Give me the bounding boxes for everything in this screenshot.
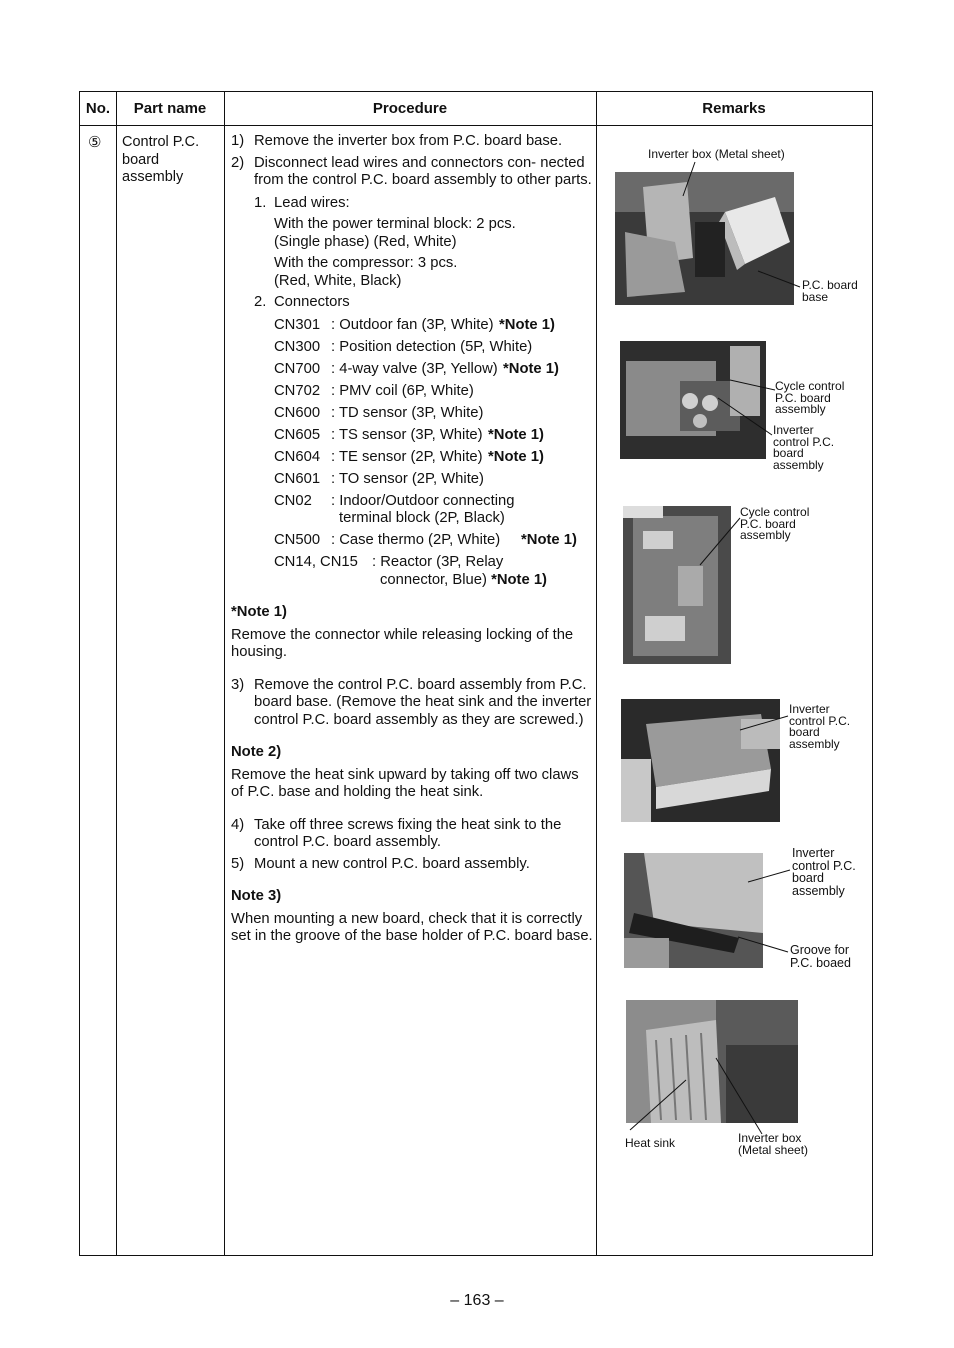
connector-desc: : Case thermo (2P, White) <box>331 532 501 548</box>
photo-inverter-box <box>615 172 794 305</box>
header-remarks: Remarks <box>702 100 766 117</box>
connector-desc: : TE sensor (2P, White) <box>331 448 483 465</box>
connector-row <box>231 339 595 357</box>
connector-code: CN700 <box>274 360 321 377</box>
connector-code: CN14, CN15 <box>274 554 358 570</box>
photo-control-boards <box>620 341 766 459</box>
connector-row <box>231 383 595 401</box>
label-cycle-control-board: Cycle control P.C. board assembly <box>740 505 810 542</box>
step-1: Remove the inverter box from P.C. board base. <box>254 133 563 149</box>
connector-note: *Note 1) <box>488 448 544 465</box>
connector-row <box>231 405 595 423</box>
photo-groove <box>624 853 763 968</box>
connector-note: *Note 1) <box>499 316 555 333</box>
step-number: 1) <box>231 133 245 149</box>
connector-code: CN02 <box>274 492 312 509</box>
substep-number: 2. <box>254 294 267 310</box>
connector-list <box>231 317 595 489</box>
step-number: 4) <box>231 816 245 833</box>
connector-desc: : Position detection (5P, White) <box>331 338 533 355</box>
lead-wires-title: Lead wires: <box>274 194 350 211</box>
connector-row <box>231 449 595 467</box>
label-inverter-control-board: Inverter control P.C. board assembly <box>773 423 835 472</box>
connector-desc-cont: terminal block (2P, Black) <box>339 510 505 526</box>
photo-inverter-control-board <box>621 699 780 822</box>
header-procedure: Procedure <box>372 100 448 117</box>
item-number: ⑤ <box>88 134 102 151</box>
connector-desc: : TS sensor (3P, White) <box>331 426 483 443</box>
column-divider <box>596 92 597 1255</box>
connector-code: CN500 <box>274 532 321 548</box>
label-groove: Groove for P.C. boaed <box>790 943 851 970</box>
note-2-title: Note 2) <box>231 744 282 760</box>
column-divider <box>116 92 117 1255</box>
connector-row <box>231 471 595 489</box>
step-3: Remove the control P.C. board assembly from P.C. board base. (Remove the heat sink and the inverter control P.C. board assembly as they are screwed.) <box>254 676 592 728</box>
label-inverter-control-board: Inverter control P.C. board assembly <box>792 846 856 898</box>
connector-note: *Note 1) <box>521 532 577 548</box>
connector-code: CN600 <box>274 404 321 421</box>
label-pc-board-base: P.C. board base <box>802 278 858 304</box>
connector-note: *Note 1) <box>488 426 544 443</box>
connector-desc: : 4-way valve (3P, Yellow) <box>331 360 498 377</box>
header-part-name: Part name <box>133 100 207 117</box>
label-inverter-box: Inverter box (Metal sheet) <box>648 147 785 161</box>
step-5: Mount a new control P.C. board assembly. <box>254 855 530 872</box>
connector-desc: : TD sensor (3P, White) <box>331 404 484 421</box>
connector-row <box>231 427 595 445</box>
connector-code: CN301 <box>274 316 321 333</box>
lead-wires-power-detail: (Single phase) (Red, White) <box>274 233 457 250</box>
label-cycle-control-board: Cycle control P.C. board assembly <box>775 379 845 416</box>
connector-desc: : TO sensor (2P, White) <box>331 470 484 487</box>
label-inverter-control-board: Inverter control P.C. board assembly <box>789 702 851 751</box>
connector-code: CN604 <box>274 448 321 465</box>
header-no: No. <box>85 100 111 117</box>
part-name: Control P.C. board assembly <box>122 134 200 185</box>
connector-code: CN300 <box>274 338 321 355</box>
lead-wires-compressor: With the compressor: 3 pcs. <box>274 255 458 271</box>
photo-cycle-control-board <box>623 506 731 664</box>
page-number: – 163 – <box>450 1292 504 1309</box>
step-number: 5) <box>231 855 245 872</box>
label-heat-sink: Heat sink <box>625 1136 676 1150</box>
note-1-title: *Note 1) <box>231 604 287 620</box>
connector-desc: : Outdoor fan (3P, White) <box>331 316 494 333</box>
lead-wires-power: With the power terminal block: 2 pcs. <box>274 216 516 232</box>
connector-desc: : Indoor/Outdoor connecting <box>331 492 515 509</box>
connectors-title: Connectors <box>274 294 350 310</box>
step-number: 3) <box>231 676 245 693</box>
photo-heat-sink <box>626 1000 798 1123</box>
note-3-text: When mounting a new board, check that it is correctly set in the groove of the base holder of P.C. board base. <box>231 910 593 944</box>
note-3-title: Note 3) <box>231 888 282 904</box>
procedure-text <box>231 132 595 946</box>
step-number: 2) <box>231 154 245 171</box>
substep-number: 1. <box>254 194 267 211</box>
note-1-text: Remove the connector while releasing locking of the housing. <box>231 626 574 660</box>
connector-desc: : Reactor (3P, Relay <box>372 554 504 570</box>
connector-desc: : PMV coil (6P, White) <box>331 382 474 399</box>
note-2-text: Remove the heat sink upward by taking off two claws of P.C. base and holding the heat sink. <box>231 766 579 800</box>
step-2: Disconnect lead wires and connectors con- nected from the control P.C. board assembly to other parts. <box>254 154 592 188</box>
header-divider <box>80 125 872 126</box>
step-4: Take off three screws fixing the heat sink to the control P.C. board assembly. <box>254 816 562 850</box>
lead-wires-compressor-detail: (Red, White, Black) <box>274 272 402 289</box>
connector-row <box>231 361 595 379</box>
connector-desc-cont: connector, Blue) <box>380 571 487 588</box>
connector-note: *Note 1) <box>491 571 547 588</box>
label-inverter-box: Inverter box (Metal sheet) <box>738 1131 809 1157</box>
connector-row <box>231 317 595 335</box>
connector-code: CN605 <box>274 426 321 443</box>
connector-code: CN702 <box>274 382 321 399</box>
connector-note: *Note 1) <box>503 360 559 377</box>
connector-code: CN601 <box>274 470 321 487</box>
column-divider <box>224 92 225 1255</box>
